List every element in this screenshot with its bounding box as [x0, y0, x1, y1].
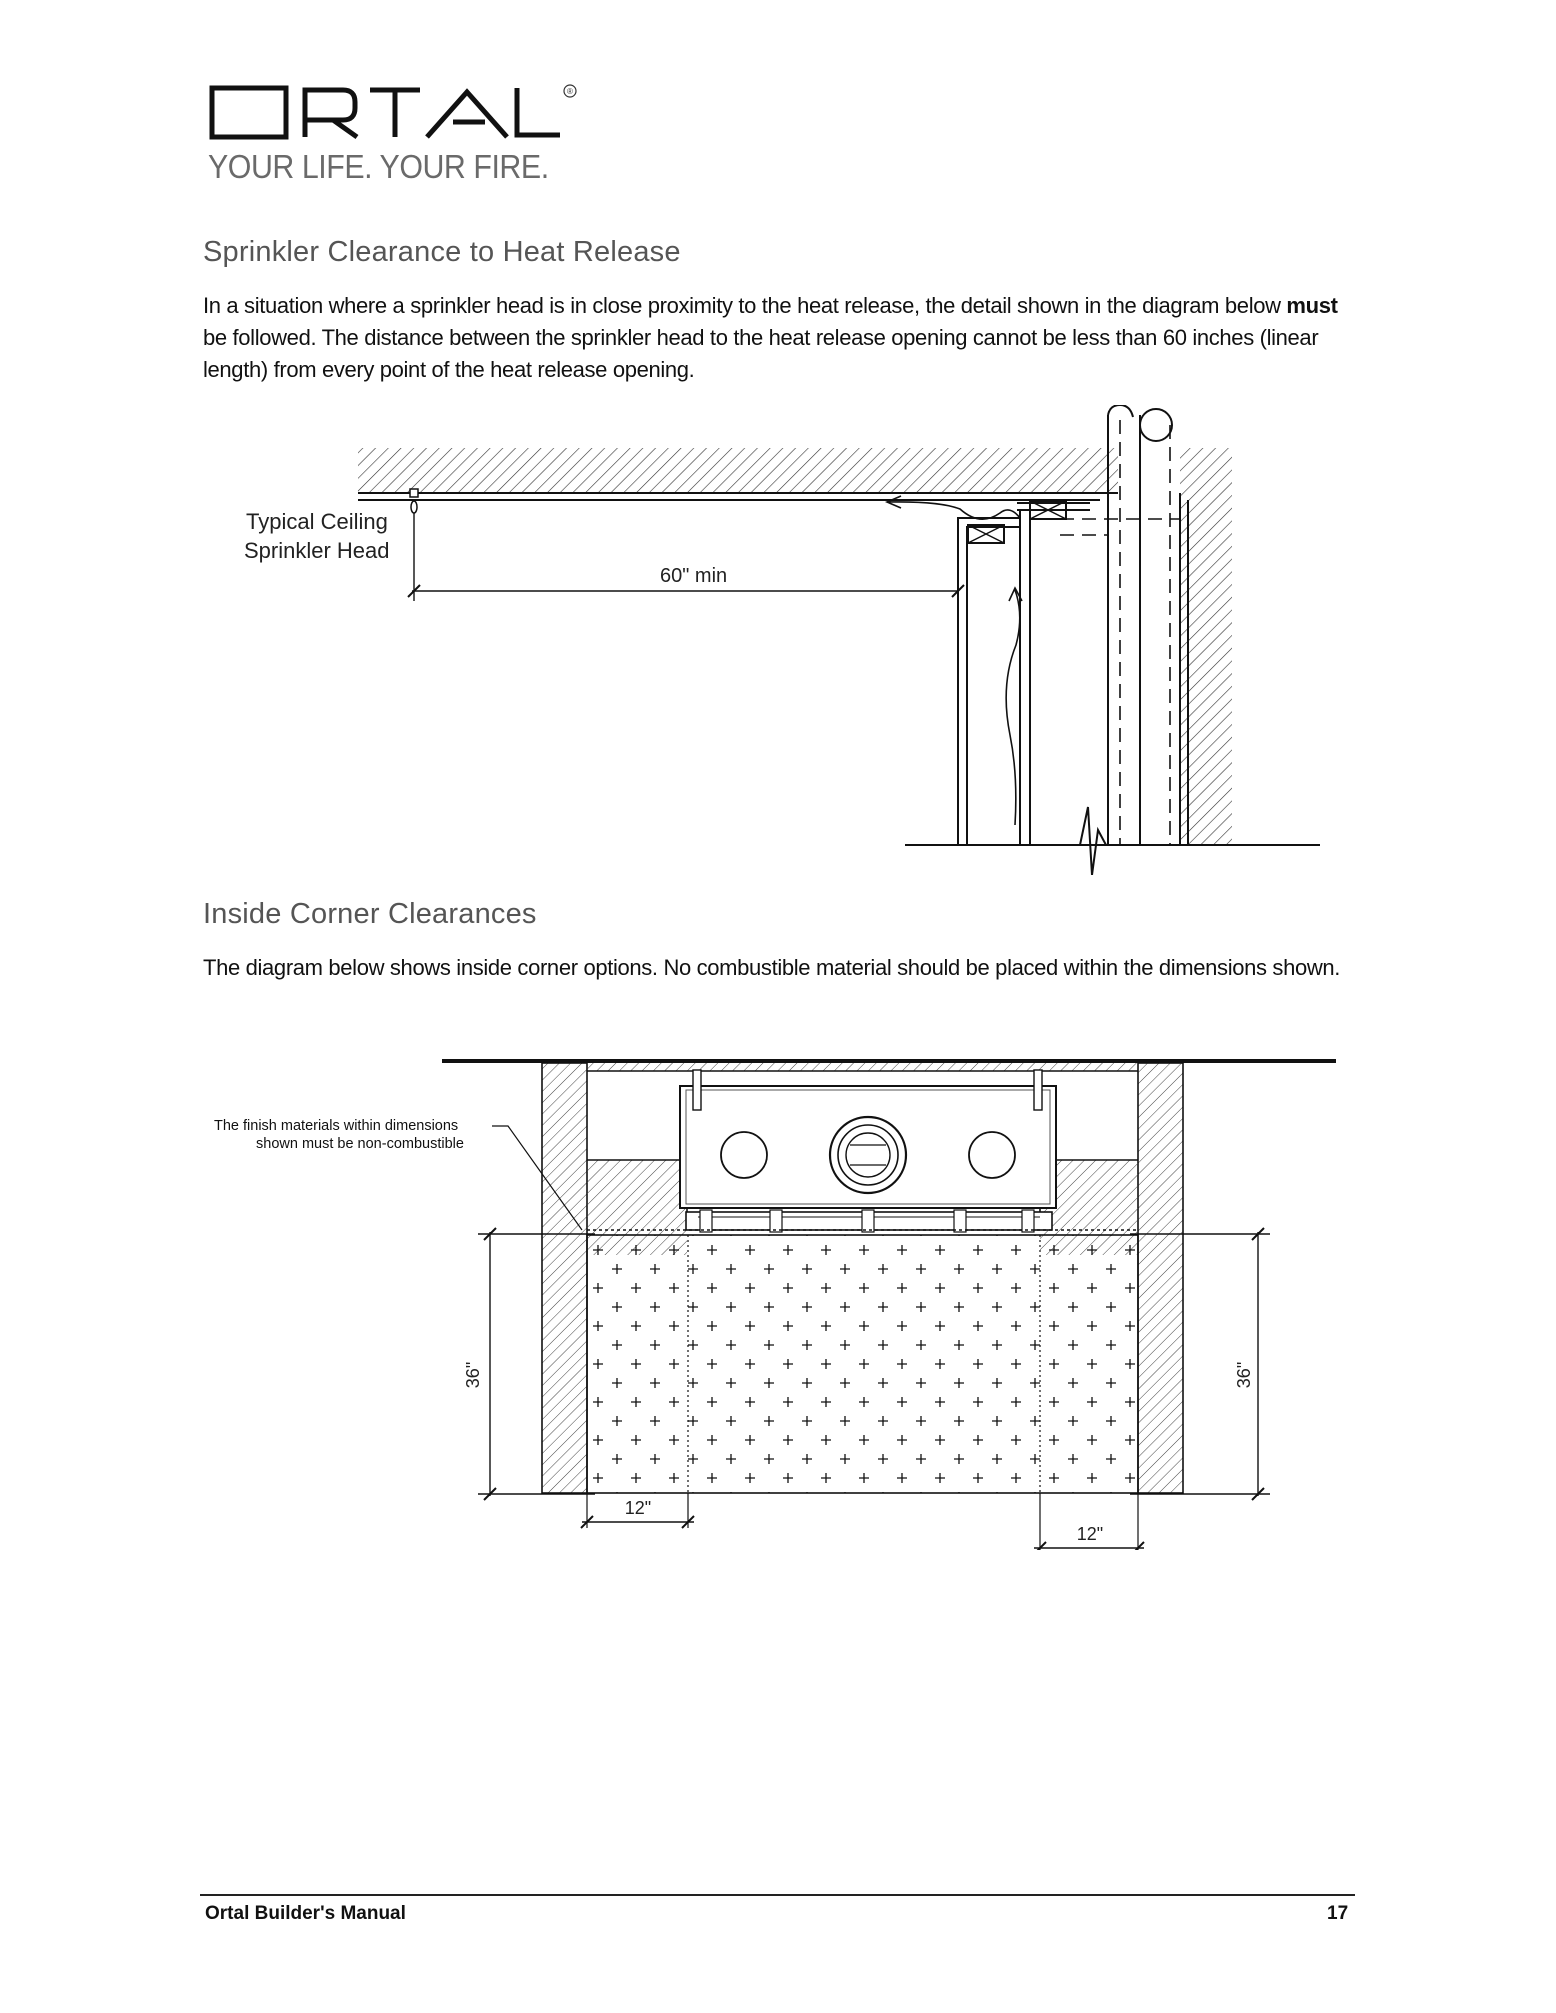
sprinkler-clearance-diagram	[240, 405, 1320, 875]
left-height-label: 36"	[463, 1361, 483, 1389]
section-body-sprinkler-clearance	[203, 290, 1363, 386]
page-number: 17	[1327, 1903, 1349, 1924]
right-wall-hatch	[1138, 1063, 1183, 1493]
body-text-emphasis: must	[1286, 293, 1338, 318]
ortal-logo	[205, 82, 585, 192]
heat-flow-arrow-vertical	[1006, 590, 1020, 825]
section-title-inside-corner: Inside Corner Clearances	[203, 898, 537, 930]
heat-flow-arrow-horizontal	[888, 502, 1020, 519]
ceiling-hatch	[358, 448, 1118, 493]
sprinkler-label-line2: Sprinkler Head	[244, 538, 390, 563]
fireplace-unit	[680, 1086, 1056, 1208]
note-line1: The finish materials within dimensions	[214, 1118, 459, 1134]
registered-mark: ®	[567, 87, 573, 96]
section-body-inside-corner: The diagram below shows inside corner options. No combustible material should be placed within the dimensions shown.	[203, 955, 1341, 980]
clearance-zone	[587, 1235, 1138, 1493]
body-text-before: In a situation where a sprinkler head is in close proximity to the heat release, the detail shown in the diagram below	[203, 293, 1287, 318]
body-text-after: be followed. The distance between the sprinkler head to the heat release opening cannot be less than 60 inches (linear length) from every point of the heat release opening.	[203, 325, 1319, 382]
sprinkler-head	[410, 489, 418, 497]
left-wall-hatch	[542, 1063, 587, 1493]
left-width-label: 12"	[624, 1498, 652, 1518]
dimension-label-60in: 60" min	[660, 565, 728, 587]
right-width-label: 12"	[1076, 1524, 1104, 1544]
footer-rule	[200, 1894, 1355, 1896]
logo-tagline: YOUR LIFE. YOUR FIRE.	[208, 148, 549, 185]
note-line2: shown must be non-combustible	[256, 1136, 464, 1152]
sprinkler-label-line1: Typical Ceiling	[246, 509, 388, 534]
footer-title: Ortal Builder's Manual	[205, 1903, 406, 1924]
section-title-sprinkler-clearance: Sprinkler Clearance to Heat Release	[203, 236, 681, 268]
inside-corner-diagram	[210, 1050, 1350, 1550]
right-height-label: 36"	[1234, 1361, 1254, 1389]
